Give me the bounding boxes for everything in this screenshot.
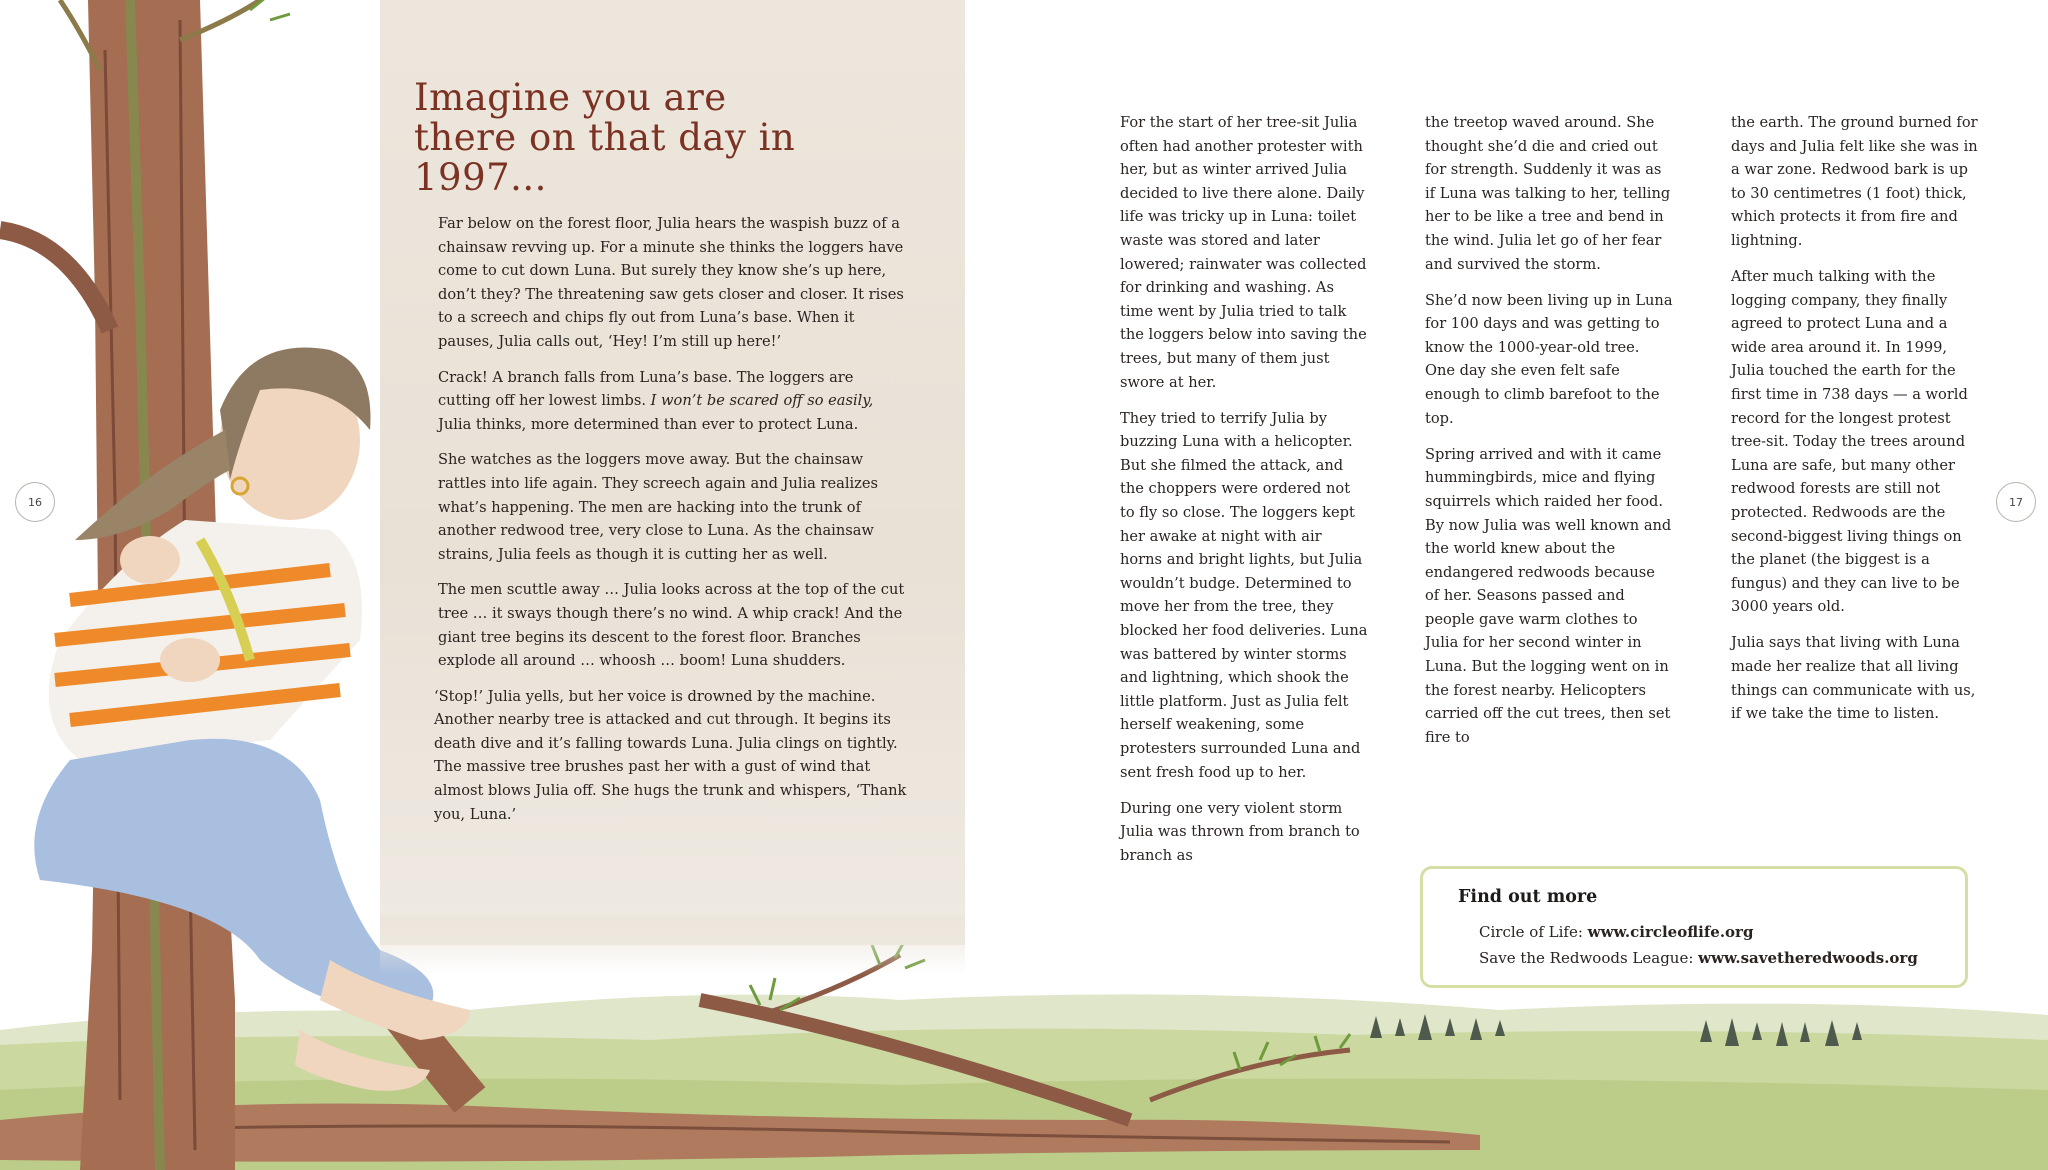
story-paragraph: ‘Stop!’ Julia yells, but her voice is drowned by the machine. Another nearby tree is attacked and cut through. It begins its death dive and it’s falling towards Luna. Julia clings on tightly. The massive tree brushes past her with a gust of wind that almost blows Julia off. She hugs the trunk and whispers, ‘Thank you, Luna.’ [434,687,907,823]
find-out-more-box [1420,866,1968,988]
resource-link-circle-of-life[interactable]: www.circleoflife.org [1587,923,1754,941]
column-paragraph: She’d now been living up in Luna for 100 days and was getting to know the 1000-year-old tree. One day she even felt safe enough to climb barefoot to the top. [1425,291,1673,427]
column-paragraph: Spring arrived and with it came hummingbirds, mice and flying squirrels which raided her food. By now Julia was well known and the world knew about the endangered redwoods because of her. Seasons passed and people gave warm clothes to Julia for her second winter in Luna. But the logging went on in the forest nearby. Helicopters carried off the cut trees, then set fire to [1425,445,1672,746]
column-paragraph: After much talking with the logging company, they finally agreed to protect Luna and a wide area around it. In 1999, Julia touched the earth for the first time in 738 days — a world record for the longest protest tree-sit. Today the trees around Luna are safe, but many other redwood forests are still not protected. Redwoods are the second-biggest living things on the planet (the biggest is a fungus) and they can live to be 3000 years old. [1731,268,1968,616]
resource-label: Save the Redwoods League: [1479,949,1699,967]
resource-link-save-the-redwoods[interactable]: www.savetheredwoods.org [1698,949,1918,967]
resource-line-save-the-redwoods [1479,949,1918,967]
column-paragraph: They tried to terrify Julia by buzzing Luna with a helicopter. But she filmed the attack, and the choppers were ordered not to fly so close. The loggers kept her awake at night with air horns and bright lights, but Julia wouldn’t budge. Determined to move her from the tree, they blocked her food deliveries. Luna was battered by winter storms and lightning, which shook the little platform. Just as Julia felt herself weakening, some protesters surrounded Luna and sent fresh food up to her. [1120,409,1368,781]
column-paragraph: the treetop waved around. She thought she’d die and cried out for strength. Suddenly it was as if Luna was talking to her, telling her to be like a tree and bend in the wind. Julia let go of her fear and survived the storm. [1425,114,1671,273]
column-paragraph: Julia says that living with Luna made her realize that all living things can communicate with us, if we take the time to listen. [1731,634,1976,723]
find-out-more-title: Find out more [1458,887,1598,907]
text-column-2 [1425,111,1673,762]
page-number-left: 16 [15,482,55,522]
story-paragraph: She watches as the loggers move away. But the chainsaw rattles into life again. They screech again and Julia realizes what’s happening. The men are hacking into the trunk of another redwood tree, very close to Luna. As the chainsaw strains, Julia feels as though it is cutting her as well. [438,451,878,563]
story-paragraph: Far below on the forest floor, Julia hears the waspish buzz of a chainsaw revving up. For a minute she thinks the loggers have come to cut down Luna. But surely they know she’s up here, don’t they? The threatening saw gets closer and closer. It rises to a screech and chips fly out from Luna’s base. When it pauses, Julia calls out, ‘Hey! I’m still up here!’ [438,215,904,350]
text-column-3 [1731,111,1979,738]
column-paragraph: During one very violent storm Julia was thrown from branch to branch as [1120,799,1360,864]
column-paragraph: For the start of her tree-sit Julia often had another protester with her, but as winter arrived Julia decided to live there alone. Daily life was tricky up in Luna: toilet waste was stored and later lowered; rainwater was collected for drinking and washing. As time went by Julia tried to talk the loggers below into saving the trees, but many of them just swore at her. [1120,114,1367,391]
story-text [434,212,908,838]
resource-label: Circle of Life: [1479,923,1588,941]
page-heading: Imagine you are there on that day in 1997... [414,76,796,199]
resource-line-circle-of-life [1479,923,1753,941]
story-paragraph [438,366,908,437]
column-paragraph: the earth. The ground burned for days and Julia felt like she was in a war zone. Redwood bark is up to 30 centimetres (1 foot) thick, which protects it from fire and lightning. [1731,114,1978,249]
story-text-run: Julia thinks, more determined than ever to protect Luna. [438,415,859,433]
text-column-1 [1120,111,1368,880]
left-branch [0,230,110,330]
story-text-italic: I won’t be scared off so easily, [650,392,874,410]
page-number-right: 17 [1996,482,2036,522]
story-text-run: Crack! A branch falls from Luna’s base. The loggers are cutting off her lowest limbs. [438,368,854,410]
story-paragraph: The men scuttle away … Julia looks across at the top of the cut tree … it sways though there’s no wind. A whip crack! And the giant tree begins its descent to the forest floor. Branches explode all around … whoosh … boom! Luna shudders. [438,581,905,670]
